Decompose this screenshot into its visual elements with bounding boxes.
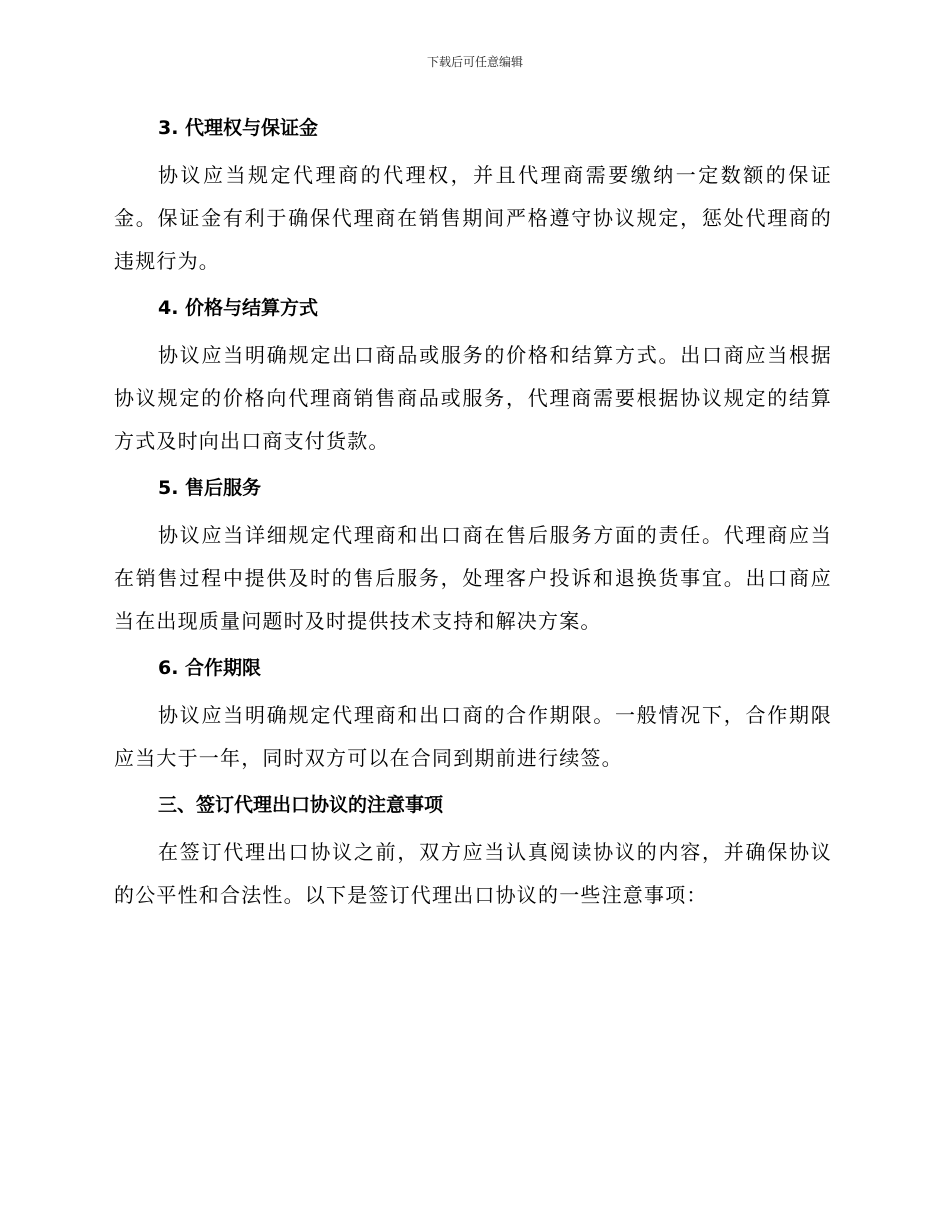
document-body	[114, 110, 832, 917]
section-heading: 5. 售后服务	[158, 477, 262, 499]
page-header: 下载后可任意编辑	[426, 55, 523, 69]
section-price-settlement	[114, 290, 832, 470]
section-heading: 三、签订代理出口协议的注意事项	[158, 794, 444, 816]
section-heading: 4. 价格与结算方式	[158, 297, 319, 319]
section-after-sales	[114, 470, 832, 650]
section-paragraph: 协议应当规定代理商的代理权，并且代理商需要缴纳一定数额的保证金。保证金有利于确保代理商在销售期间严格遵守协议规定，惩处代理商的违规行为。	[114, 163, 832, 273]
section-agency-rights-deposit	[114, 110, 832, 290]
section-paragraph: 在签订代理出口协议之前，双方应当认真阅读协议的内容，并确保协议的公平性和合法性。以下是签订代理出口协议的一些注意事项：	[114, 840, 832, 907]
section-heading: 6. 合作期限	[158, 657, 262, 679]
section-paragraph: 协议应当明确规定出口商品或服务的价格和结算方式。出口商应当根据协议规定的价格向代理商销售商品或服务，代理商需要根据协议规定的结算方式及时向出口商支付货款。	[114, 343, 832, 453]
section-heading: 3. 代理权与保证金	[158, 117, 319, 139]
section-paragraph: 协议应当明确规定代理商和出口商的合作期限。一般情况下，合作期限应当大于一年，同时双方可以在合同到期前进行续签。	[114, 703, 832, 770]
section-paragraph: 协议应当详细规定代理商和出口商在售后服务方面的责任。代理商应当在销售过程中提供及时的售后服务，处理客户投诉和退换货事宜。出口商应当在出现质量问题时及时提供技术支持和解决方案。	[114, 523, 832, 633]
section-signing-notes	[114, 787, 832, 917]
section-cooperation-term	[114, 650, 832, 787]
